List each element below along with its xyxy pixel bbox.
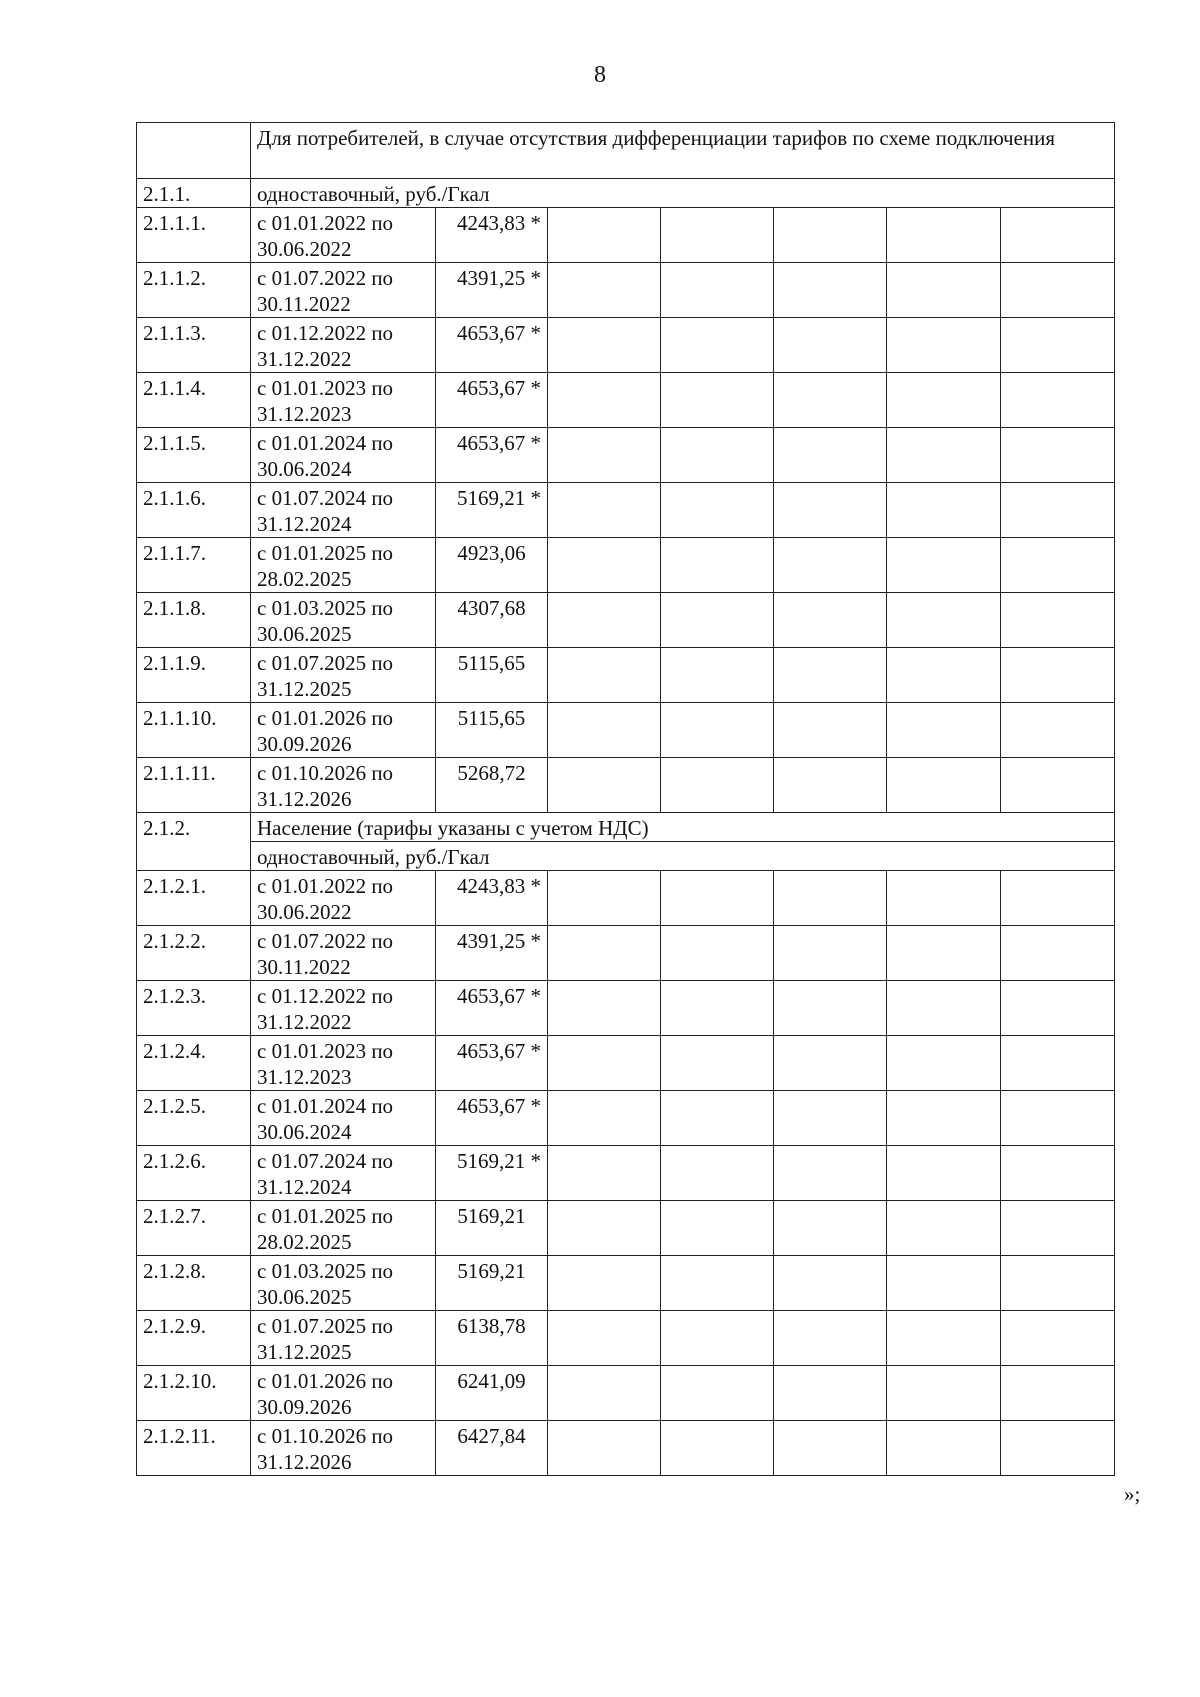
empty-cell <box>1001 318 1115 373</box>
period-end: 28.02.2025 <box>257 1230 352 1254</box>
period-start: с 01.07.2024 по <box>257 486 394 510</box>
period-start: с 01.07.2022 по <box>257 266 394 290</box>
empty-cell <box>661 871 774 926</box>
empty-cell <box>548 428 661 483</box>
empty-cell <box>1001 1036 1115 1091</box>
tariff-row <box>137 1036 1115 1091</box>
empty-cell <box>774 593 887 648</box>
row-period <box>251 648 436 703</box>
tariff-row <box>137 926 1115 981</box>
row-period <box>251 538 436 593</box>
section2-label-row <box>137 842 1115 871</box>
period-start: с 01.03.2025 по <box>257 1259 394 1283</box>
empty-cell <box>887 208 1001 263</box>
empty-cell <box>774 1146 887 1201</box>
period-start: с 01.01.2023 по <box>257 1039 394 1063</box>
row-period <box>251 208 436 263</box>
empty-cell <box>548 483 661 538</box>
empty-cell <box>774 483 887 538</box>
row-code: 2.1.1.9. <box>137 648 251 703</box>
empty-cell <box>774 1201 887 1256</box>
empty-cell <box>661 1201 774 1256</box>
row-price: 4653,67 * <box>436 318 548 373</box>
empty-cell <box>661 1091 774 1146</box>
period-end: 31.12.2025 <box>257 677 352 701</box>
tariff-row <box>137 1366 1115 1421</box>
row-period <box>251 981 436 1036</box>
tariff-row <box>137 263 1115 318</box>
row-period <box>251 428 436 483</box>
empty-cell <box>1001 1311 1115 1366</box>
section1-heading-row <box>137 179 1115 208</box>
tariff-row <box>137 758 1115 813</box>
section1-label: одноставочный, руб./Гкал <box>251 179 1115 208</box>
period-end: 31.12.2023 <box>257 1065 352 1089</box>
page-number: 8 <box>594 62 606 88</box>
empty-cell <box>548 648 661 703</box>
row-price: 4243,83 * <box>436 208 548 263</box>
row-code: 2.1.2.5. <box>137 1091 251 1146</box>
row-period <box>251 1256 436 1311</box>
empty-cell <box>661 208 774 263</box>
empty-cell <box>774 208 887 263</box>
empty-cell <box>548 318 661 373</box>
empty-cell <box>661 1146 774 1201</box>
row-period <box>251 483 436 538</box>
row-price: 4307,68 <box>436 593 548 648</box>
period-start: с 01.03.2025 по <box>257 596 394 620</box>
tariff-table-body <box>137 123 1115 1476</box>
empty-cell <box>1001 981 1115 1036</box>
empty-cell <box>548 263 661 318</box>
empty-cell <box>774 1256 887 1311</box>
row-price: 4923,06 <box>436 538 548 593</box>
empty-cell <box>661 1366 774 1421</box>
period-start: с 01.10.2026 по <box>257 761 394 785</box>
empty-cell <box>548 703 661 758</box>
empty-cell <box>661 926 774 981</box>
empty-cell <box>887 871 1001 926</box>
empty-cell <box>548 208 661 263</box>
tariff-row <box>137 538 1115 593</box>
tariff-row <box>137 1311 1115 1366</box>
empty-cell <box>548 1256 661 1311</box>
empty-cell <box>1001 1091 1115 1146</box>
row-price: 5115,65 <box>436 703 548 758</box>
empty-cell <box>1001 1256 1115 1311</box>
row-code: 2.1.1.1. <box>137 208 251 263</box>
row-period <box>251 1366 436 1421</box>
empty-cell <box>548 1036 661 1091</box>
tariff-row <box>137 373 1115 428</box>
section2-title-row <box>137 813 1115 842</box>
empty-cell <box>548 373 661 428</box>
empty-cell <box>661 538 774 593</box>
tariff-row <box>137 428 1115 483</box>
period-end: 30.09.2026 <box>257 1395 352 1419</box>
period-end: 31.12.2023 <box>257 402 352 426</box>
empty-cell <box>661 373 774 428</box>
row-code: 2.1.2.7. <box>137 1201 251 1256</box>
empty-cell <box>548 926 661 981</box>
row-price: 6138,78 <box>436 1311 548 1366</box>
row-price: 4653,67 * <box>436 981 548 1036</box>
empty-cell <box>887 981 1001 1036</box>
row-code: 2.1.1.7. <box>137 538 251 593</box>
tariff-row <box>137 981 1115 1036</box>
row-code: 2.1.1.10. <box>137 703 251 758</box>
tariff-row <box>137 318 1115 373</box>
tariff-row <box>137 1256 1115 1311</box>
tariff-row <box>137 703 1115 758</box>
empty-cell <box>548 538 661 593</box>
empty-cell <box>774 1366 887 1421</box>
empty-cell <box>887 1201 1001 1256</box>
empty-cell <box>548 1311 661 1366</box>
empty-cell <box>887 648 1001 703</box>
empty-cell <box>1001 648 1115 703</box>
empty-cell <box>774 538 887 593</box>
section1-code: 2.1.1. <box>137 179 251 208</box>
row-code: 2.1.1.6. <box>137 483 251 538</box>
period-start: с 01.01.2024 по <box>257 431 394 455</box>
empty-cell <box>887 483 1001 538</box>
empty-cell <box>887 1421 1001 1476</box>
empty-cell <box>774 1036 887 1091</box>
empty-cell <box>774 703 887 758</box>
period-end: 30.06.2025 <box>257 1285 352 1309</box>
tariff-row <box>137 208 1115 263</box>
empty-cell <box>1001 373 1115 428</box>
row-price: 5115,65 <box>436 648 548 703</box>
tariff-table <box>136 122 1115 1476</box>
row-period <box>251 1146 436 1201</box>
row-code: 2.1.2.3. <box>137 981 251 1036</box>
period-start: с 01.01.2025 по <box>257 1204 394 1228</box>
empty-cell <box>774 428 887 483</box>
row-code: 2.1.1.4. <box>137 373 251 428</box>
tariff-row <box>137 871 1115 926</box>
empty-cell <box>548 871 661 926</box>
empty-cell <box>774 373 887 428</box>
period-start: с 01.12.2022 по <box>257 321 394 345</box>
row-price: 4391,25 * <box>436 263 548 318</box>
empty-cell <box>548 1091 661 1146</box>
row-price: 5169,21 <box>436 1201 548 1256</box>
empty-cell <box>661 318 774 373</box>
row-code: 2.1.1.2. <box>137 263 251 318</box>
period-end: 30.11.2022 <box>257 292 351 316</box>
period-start: с 01.01.2022 по <box>257 874 394 898</box>
empty-cell <box>548 758 661 813</box>
period-end: 30.06.2024 <box>257 1120 352 1144</box>
empty-cell <box>887 926 1001 981</box>
period-start: с 01.07.2024 по <box>257 1149 394 1173</box>
empty-cell <box>887 1036 1001 1091</box>
period-start: с 01.12.2022 по <box>257 984 394 1008</box>
row-code: 2.1.1.8. <box>137 593 251 648</box>
row-code: 2.1.1.11. <box>137 758 251 813</box>
tariff-row <box>137 1201 1115 1256</box>
empty-cell <box>887 318 1001 373</box>
empty-cell <box>887 703 1001 758</box>
row-period <box>251 1036 436 1091</box>
empty-cell <box>1001 1366 1115 1421</box>
empty-cell <box>1001 926 1115 981</box>
row-code: 2.1.2.9. <box>137 1311 251 1366</box>
row-period <box>251 1201 436 1256</box>
row-period <box>251 373 436 428</box>
row-code: 2.1.2.6. <box>137 1146 251 1201</box>
empty-cell <box>548 1146 661 1201</box>
empty-cell <box>1001 263 1115 318</box>
row-price: 4653,67 * <box>436 428 548 483</box>
empty-cell <box>661 758 774 813</box>
empty-cell <box>774 981 887 1036</box>
row-price: 4653,67 * <box>436 373 548 428</box>
empty-cell <box>661 1256 774 1311</box>
empty-cell <box>548 1421 661 1476</box>
row-code: 2.1.2.4. <box>137 1036 251 1091</box>
empty-cell <box>548 593 661 648</box>
period-end: 31.12.2024 <box>257 1175 352 1199</box>
empty-cell <box>548 1201 661 1256</box>
section2-title: Население (тарифы указаны с учетом НДС) <box>251 813 1115 842</box>
period-end: 30.11.2022 <box>257 955 351 979</box>
period-start: с 01.01.2026 по <box>257 706 394 730</box>
row-price: 5169,21 * <box>436 483 548 538</box>
period-end: 30.06.2025 <box>257 622 352 646</box>
row-code: 2.1.2.8. <box>137 1256 251 1311</box>
tariff-row <box>137 593 1115 648</box>
row-price: 4653,67 * <box>436 1091 548 1146</box>
empty-cell <box>661 981 774 1036</box>
empty-cell <box>548 1366 661 1421</box>
empty-cell <box>887 593 1001 648</box>
empty-cell <box>661 428 774 483</box>
empty-cell <box>661 1311 774 1366</box>
row-period <box>251 871 436 926</box>
row-code: 2.1.2.1. <box>137 871 251 926</box>
empty-cell <box>1001 1421 1115 1476</box>
row-period <box>251 263 436 318</box>
empty-cell <box>1001 703 1115 758</box>
empty-cell <box>774 926 887 981</box>
empty-cell <box>661 263 774 318</box>
empty-cell <box>1001 428 1115 483</box>
period-start: с 01.01.2022 по <box>257 211 394 235</box>
period-end: 31.12.2022 <box>257 347 352 371</box>
section2-label: одноставочный, руб./Гкал <box>251 842 1115 871</box>
period-start: с 01.07.2025 по <box>257 1314 394 1338</box>
empty-cell <box>1001 208 1115 263</box>
empty-cell <box>887 1146 1001 1201</box>
row-code: 2.1.1.5. <box>137 428 251 483</box>
period-start: с 01.10.2026 по <box>257 1424 394 1448</box>
header-code-cell <box>137 123 251 179</box>
period-start: с 01.01.2026 по <box>257 1369 394 1393</box>
empty-cell <box>774 318 887 373</box>
header-row <box>137 123 1115 179</box>
period-start: с 01.01.2024 по <box>257 1094 394 1118</box>
row-code: 2.1.2.2. <box>137 926 251 981</box>
empty-cell <box>661 1036 774 1091</box>
empty-cell <box>774 648 887 703</box>
empty-cell <box>1001 758 1115 813</box>
row-period <box>251 758 436 813</box>
period-start: с 01.01.2023 по <box>257 376 394 400</box>
tariff-row <box>137 483 1115 538</box>
empty-cell <box>774 1091 887 1146</box>
row-price: 6241,09 <box>436 1366 548 1421</box>
period-start: с 01.07.2025 по <box>257 651 394 675</box>
row-period <box>251 593 436 648</box>
period-end: 31.12.2026 <box>257 787 352 811</box>
empty-cell <box>887 1311 1001 1366</box>
empty-cell <box>661 703 774 758</box>
tariff-row <box>137 1146 1115 1201</box>
empty-cell <box>774 1311 887 1366</box>
row-period <box>251 703 436 758</box>
empty-cell <box>661 593 774 648</box>
empty-cell <box>1001 871 1115 926</box>
section2-code: 2.1.2. <box>137 813 251 871</box>
empty-cell <box>661 648 774 703</box>
period-end: 31.12.2024 <box>257 512 352 536</box>
empty-cell <box>1001 1146 1115 1201</box>
period-start: с 01.01.2025 по <box>257 541 394 565</box>
empty-cell <box>774 1421 887 1476</box>
empty-cell <box>887 373 1001 428</box>
row-price: 5169,21 <box>436 1256 548 1311</box>
row-period <box>251 926 436 981</box>
period-end: 30.09.2026 <box>257 732 352 756</box>
row-code: 2.1.2.10. <box>137 1366 251 1421</box>
row-code: 2.1.2.11. <box>137 1421 251 1476</box>
row-price: 5169,21 * <box>436 1146 548 1201</box>
period-end: 31.12.2022 <box>257 1010 352 1034</box>
empty-cell <box>1001 593 1115 648</box>
period-end: 30.06.2022 <box>257 237 352 261</box>
row-price: 5268,72 <box>436 758 548 813</box>
closing-quote: »; <box>1124 1482 1141 1506</box>
period-end: 31.12.2025 <box>257 1340 352 1364</box>
empty-cell <box>887 263 1001 318</box>
empty-cell <box>887 1091 1001 1146</box>
empty-cell <box>1001 483 1115 538</box>
tariff-row <box>137 1091 1115 1146</box>
empty-cell <box>887 538 1001 593</box>
empty-cell <box>887 1256 1001 1311</box>
period-start: с 01.07.2022 по <box>257 929 394 953</box>
empty-cell <box>548 981 661 1036</box>
empty-cell <box>887 758 1001 813</box>
row-code: 2.1.1.3. <box>137 318 251 373</box>
row-price: 4391,25 * <box>436 926 548 981</box>
empty-cell <box>661 1421 774 1476</box>
period-end: 30.06.2022 <box>257 900 352 924</box>
tariff-row <box>137 1421 1115 1476</box>
period-end: 30.06.2024 <box>257 457 352 481</box>
row-price: 6427,84 <box>436 1421 548 1476</box>
empty-cell <box>887 1366 1001 1421</box>
period-end: 28.02.2025 <box>257 567 352 591</box>
row-price: 4653,67 * <box>436 1036 548 1091</box>
row-period <box>251 1091 436 1146</box>
empty-cell <box>774 263 887 318</box>
tariff-row <box>137 648 1115 703</box>
row-period <box>251 318 436 373</box>
empty-cell <box>887 428 1001 483</box>
period-end: 31.12.2026 <box>257 1450 352 1474</box>
row-period <box>251 1421 436 1476</box>
row-period <box>251 1311 436 1366</box>
empty-cell <box>661 483 774 538</box>
header-text: Для потребителей, в случае отсутствия дифференциации тарифов по схеме подключения <box>251 123 1115 179</box>
empty-cell <box>774 871 887 926</box>
empty-cell <box>774 758 887 813</box>
empty-cell <box>1001 1201 1115 1256</box>
empty-cell <box>1001 538 1115 593</box>
row-price: 4243,83 * <box>436 871 548 926</box>
